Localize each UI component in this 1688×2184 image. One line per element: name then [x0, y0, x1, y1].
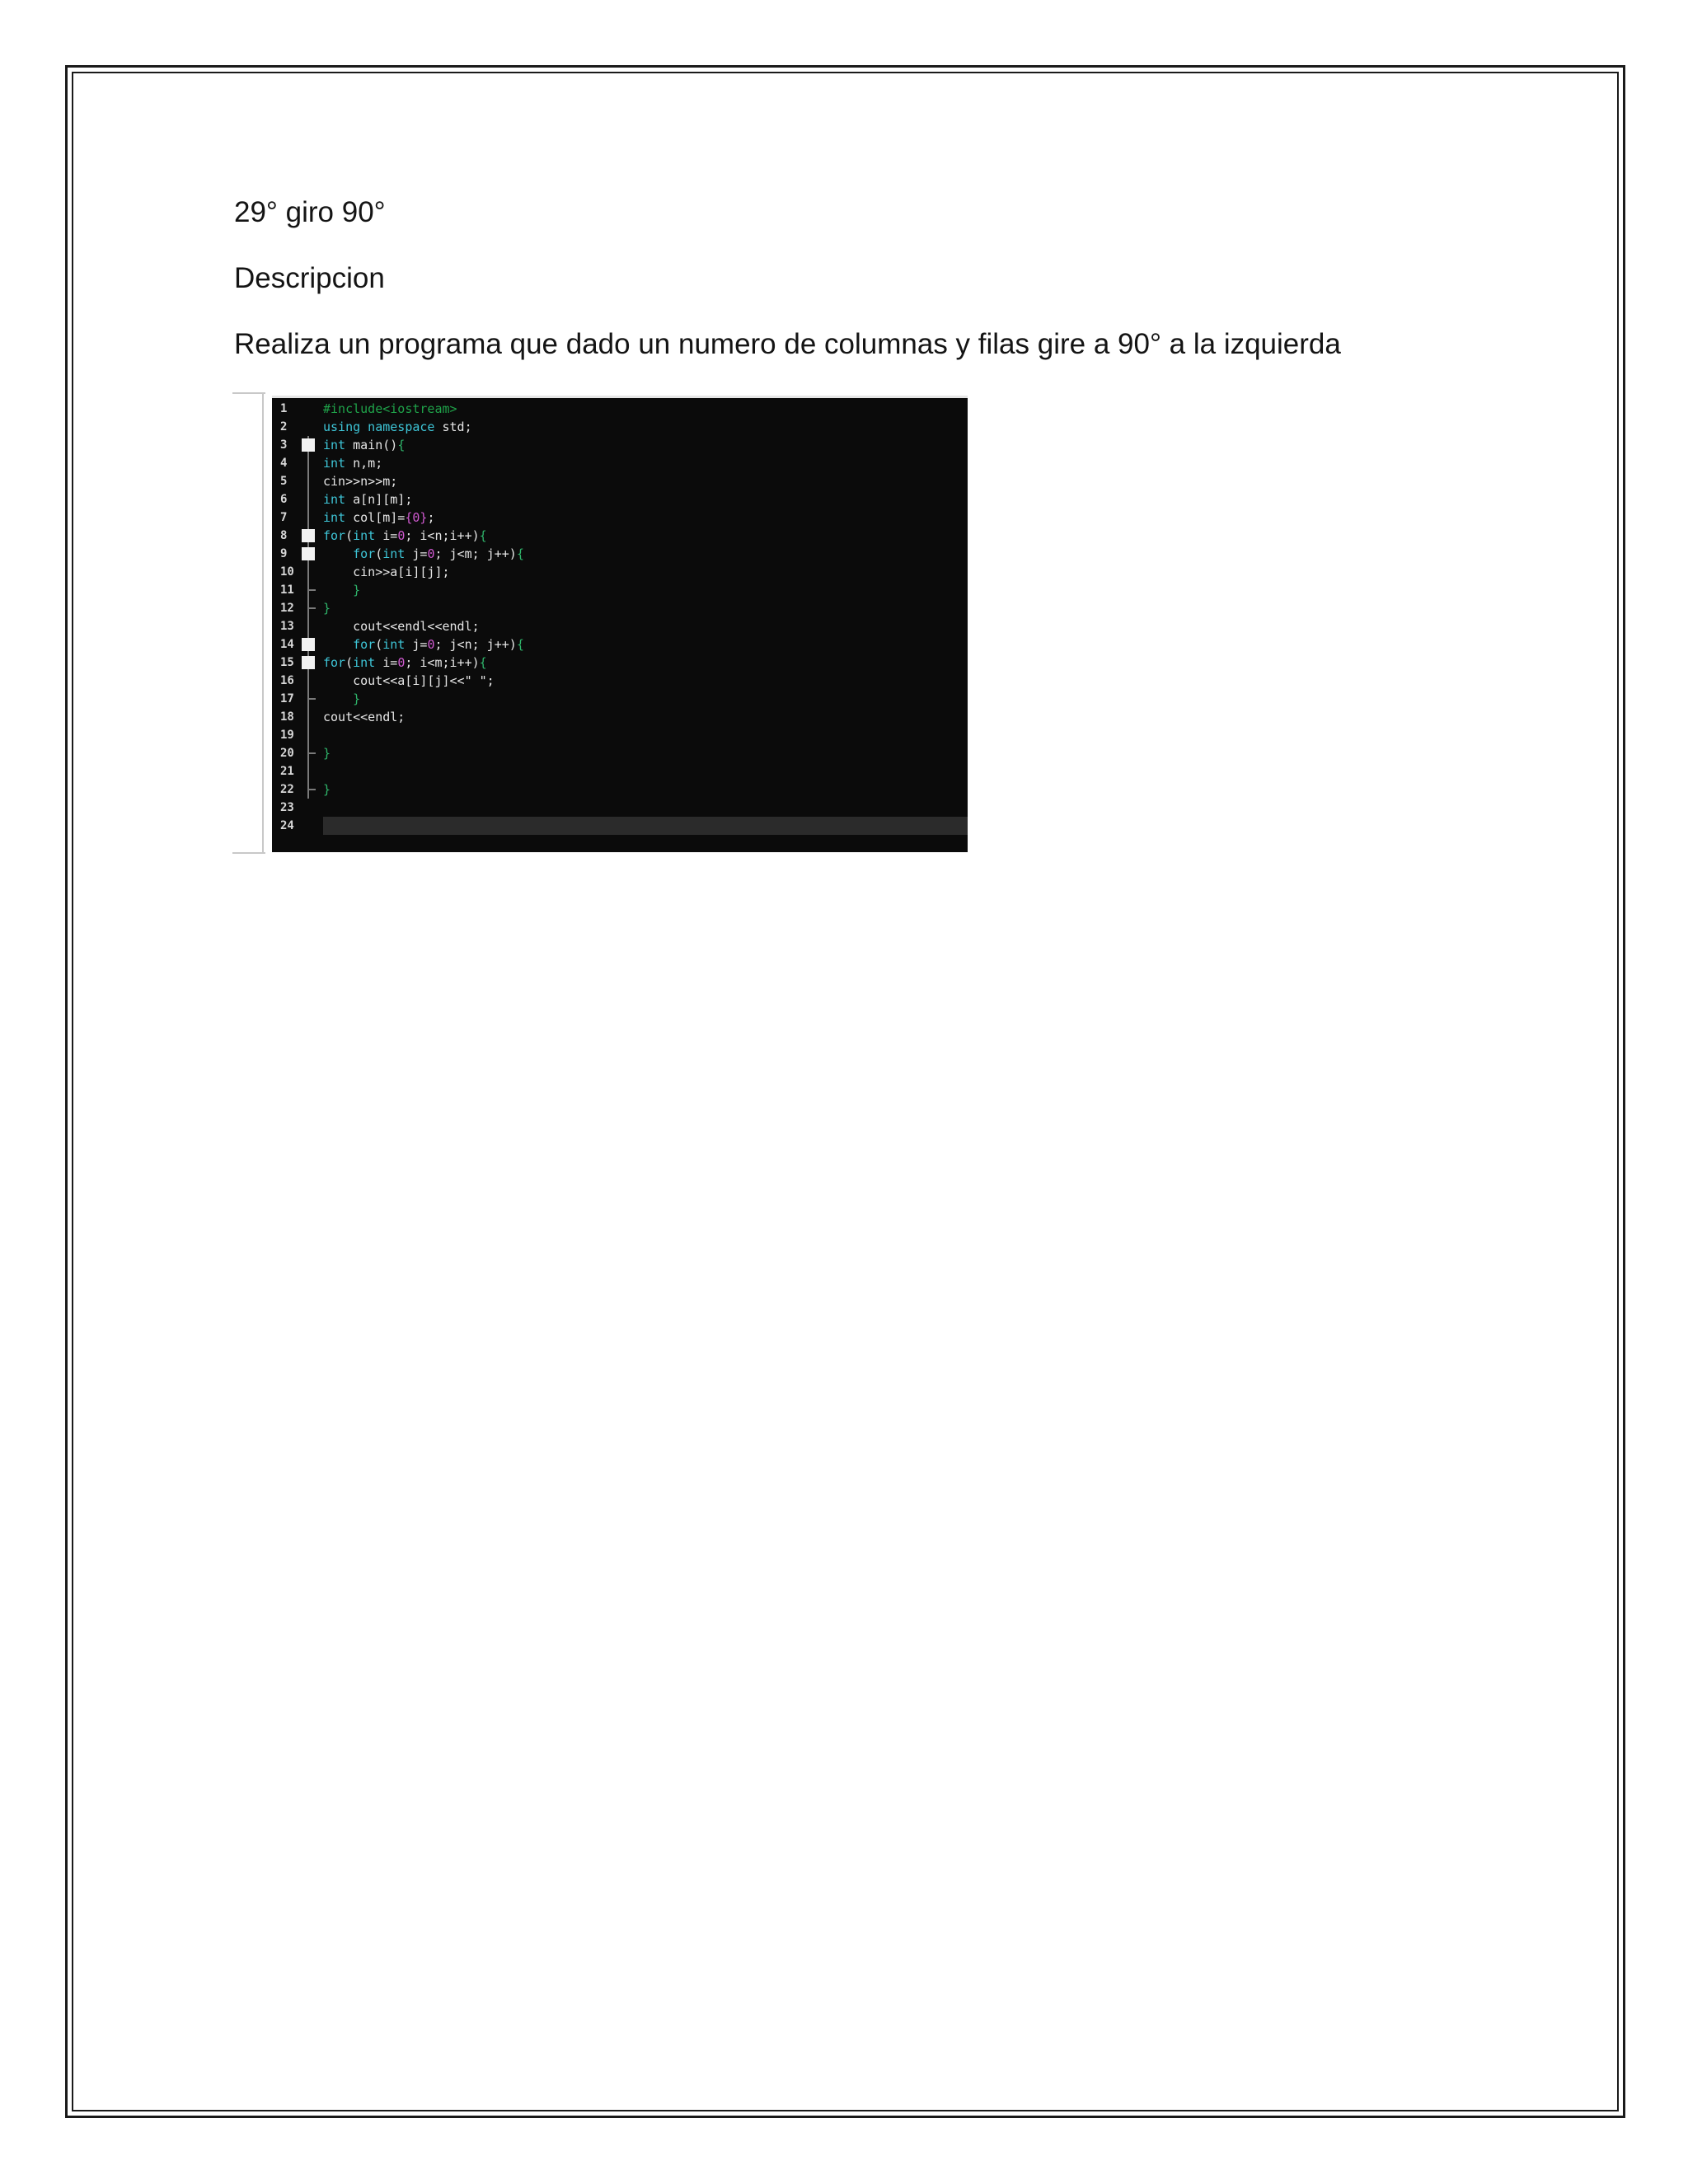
- code-text: cout<<endl<<endl;: [323, 619, 480, 634]
- code-line: [272, 617, 968, 635]
- line-number: 6: [280, 493, 288, 506]
- fold-end-marker: [307, 789, 316, 790]
- line-number: 12: [280, 602, 294, 615]
- fold-end-marker: [307, 698, 316, 700]
- code-line: [272, 545, 968, 563]
- code-text: int n,m;: [323, 456, 383, 471]
- code-line: [272, 400, 968, 418]
- fold-guide-line: [307, 726, 309, 744]
- line-number: 20: [280, 747, 294, 760]
- code-screenshot-figure: [232, 391, 968, 857]
- code-line: [272, 762, 968, 780]
- code-line: [272, 726, 968, 744]
- page-border-inner: [72, 72, 1619, 2111]
- code-line: [272, 635, 968, 654]
- code-line: [272, 418, 968, 436]
- fold-guide-line: [307, 672, 309, 690]
- line-number: 2: [280, 420, 288, 434]
- fold-end-marker: [307, 752, 316, 754]
- fold-guide-line: [307, 472, 309, 490]
- code-line: [272, 708, 968, 726]
- fold-end-marker: [307, 589, 316, 591]
- code-line: [272, 599, 968, 617]
- figure-bottom-rule: [232, 852, 265, 854]
- fold-guide-line: [307, 762, 309, 780]
- fold-guide-line: [307, 490, 309, 509]
- line-number: 19: [280, 729, 294, 742]
- line-number: 7: [280, 511, 288, 524]
- code-line: [272, 436, 968, 454]
- figure-left-rule: [262, 394, 264, 852]
- line-number: 14: [280, 638, 294, 651]
- code-text: cout<<a[i][j]<<" ";: [323, 673, 495, 688]
- code-text: int a[n][m];: [323, 492, 413, 507]
- fold-toggle-icon: [302, 529, 315, 542]
- description-text: Realiza un programa que dado un numero de columnas y filas gire a 90° a la izquierda: [234, 328, 1341, 360]
- fold-guide-line: [307, 563, 309, 581]
- fold-toggle-icon: [302, 438, 315, 452]
- code-line: [272, 817, 968, 835]
- document-title: 29° giro 90°: [234, 196, 386, 228]
- section-heading: Descripcion: [234, 262, 385, 294]
- code-text: }: [323, 746, 331, 761]
- line-number: 11: [280, 583, 294, 597]
- line-number: 5: [280, 475, 288, 488]
- fold-guide-line: [307, 454, 309, 472]
- fold-guide-line: [307, 617, 309, 635]
- code-text: for(int j=0; j<m; j++){: [353, 546, 524, 561]
- code-text: using namespace std;: [323, 419, 472, 434]
- fold-guide-line: [307, 509, 309, 527]
- code-line: [272, 581, 968, 599]
- code-text: int col[m]={0};: [323, 510, 435, 525]
- code-editor-image: [272, 396, 968, 852]
- code-line: [272, 563, 968, 581]
- line-number: 22: [280, 783, 294, 796]
- code-line: [272, 744, 968, 762]
- fold-end-marker: [307, 607, 316, 609]
- code-text: int main(){: [323, 438, 406, 452]
- line-number: 15: [280, 656, 294, 669]
- code-text: for(int i=0; i<n;i++){: [323, 528, 487, 543]
- fold-guide-line: [307, 708, 309, 726]
- code-text: }: [323, 782, 331, 797]
- fold-toggle-icon: [302, 547, 315, 560]
- line-number: 1: [280, 402, 288, 415]
- code-text: cin>>a[i][j];: [323, 565, 450, 579]
- line-number: 16: [280, 674, 294, 687]
- line-number: 17: [280, 692, 294, 705]
- code-text: cin>>n>>m;: [323, 474, 398, 489]
- code-line: [272, 509, 968, 527]
- code-text: }: [323, 691, 361, 706]
- figure-top-rule: [232, 392, 265, 394]
- fold-toggle-icon: [302, 638, 315, 651]
- code-line: [272, 780, 968, 799]
- code-text: for(int i=0; i<m;i++){: [323, 655, 487, 670]
- code-line: [272, 527, 968, 545]
- line-number: 9: [280, 547, 288, 560]
- code-text: }: [323, 583, 361, 598]
- code-text: cout<<endl;: [323, 710, 406, 724]
- code-line: [272, 672, 968, 690]
- line-number: 8: [280, 529, 288, 542]
- line-number: 13: [280, 620, 294, 633]
- code-line: [272, 454, 968, 472]
- code-line: [272, 799, 968, 817]
- line-number: 3: [280, 438, 288, 452]
- code-line: [272, 654, 968, 672]
- code-line: [272, 490, 968, 509]
- code-line: [272, 472, 968, 490]
- line-number: 18: [280, 710, 294, 724]
- line-number: 10: [280, 565, 294, 579]
- line-number: 21: [280, 765, 294, 778]
- fold-toggle-icon: [302, 656, 315, 669]
- line-number: 24: [280, 819, 294, 832]
- line-number: 23: [280, 801, 294, 814]
- code-line: [272, 690, 968, 708]
- line-number: 4: [280, 457, 288, 470]
- code-text: for(int j=0; j<n; j++){: [353, 637, 524, 652]
- code-text: #include<iostream>: [323, 401, 457, 416]
- code-text: }: [323, 601, 331, 616]
